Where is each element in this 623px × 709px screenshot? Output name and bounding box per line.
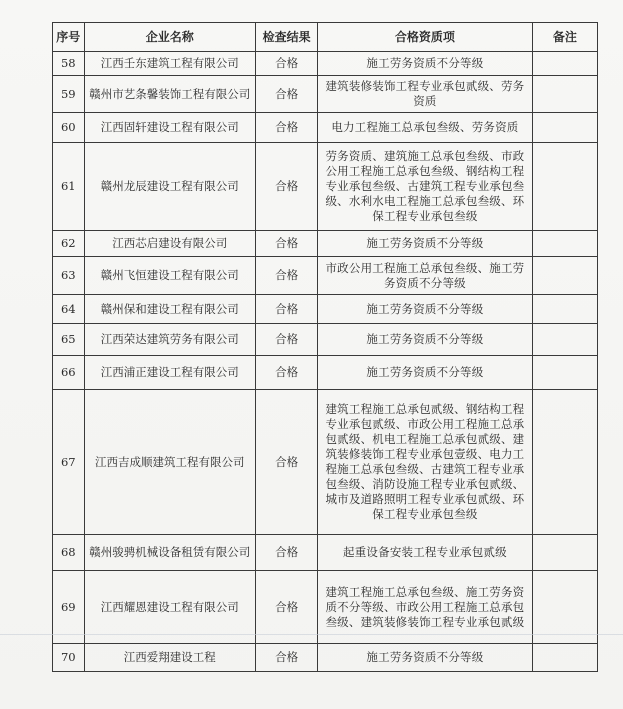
row-no: 59 [53, 76, 85, 113]
table-row [53, 231, 598, 257]
table-row [53, 535, 598, 571]
table-row [53, 571, 598, 644]
row-name: 江西浦正建设工程有限公司 [84, 356, 255, 390]
row-result: 合格 [256, 257, 318, 295]
table-row [53, 52, 598, 76]
qualification-table [52, 22, 598, 672]
row-qualification: 起重设备安装工程专业承包贰级 [318, 535, 533, 571]
row-note [532, 571, 597, 644]
row-note [532, 295, 597, 324]
row-name: 赣州骏骋机械设备租赁有限公司 [84, 535, 255, 571]
row-note [532, 257, 597, 295]
row-result: 合格 [256, 231, 318, 257]
row-note [532, 231, 597, 257]
row-no: 67 [53, 390, 85, 535]
row-qualification: 电力工程施工总承包叁级、劳务资质 [318, 113, 533, 143]
row-note [532, 356, 597, 390]
table-row [53, 143, 598, 231]
row-result: 合格 [256, 143, 318, 231]
row-note [532, 76, 597, 113]
row-no: 66 [53, 356, 85, 390]
row-no: 61 [53, 143, 85, 231]
row-note [532, 143, 597, 231]
table-row [53, 113, 598, 143]
row-qualification: 施工劳务资质不分等级 [318, 295, 533, 324]
row-result: 合格 [256, 52, 318, 76]
row-qualification: 施工劳务资质不分等级 [318, 231, 533, 257]
table-row [53, 390, 598, 535]
row-qualification: 施工劳务资质不分等级 [318, 324, 533, 356]
row-note [532, 535, 597, 571]
row-result: 合格 [256, 76, 318, 113]
row-name: 江西壬东建筑工程有限公司 [84, 52, 255, 76]
header-qualification: 合格资质项 [318, 23, 533, 52]
header-result: 检查结果 [256, 23, 318, 52]
row-no: 68 [53, 535, 85, 571]
row-name: 赣州飞恒建设工程有限公司 [84, 257, 255, 295]
row-note [532, 644, 597, 672]
header-no: 序号 [53, 23, 85, 52]
row-qualification: 市政公用工程施工总承包叁级、施工劳务资质不分等级 [318, 257, 533, 295]
row-no: 65 [53, 324, 85, 356]
row-result: 合格 [256, 324, 318, 356]
row-name: 江西固轩建设工程有限公司 [84, 113, 255, 143]
row-note [532, 324, 597, 356]
row-result: 合格 [256, 356, 318, 390]
row-no: 69 [53, 571, 85, 644]
row-no: 58 [53, 52, 85, 76]
row-no: 70 [53, 644, 85, 672]
row-qualification: 建筑装修装饰工程专业承包贰级、劳务资质 [318, 76, 533, 113]
row-name: 江西芯启建设有限公司 [84, 231, 255, 257]
table-row [53, 324, 598, 356]
table-row [53, 76, 598, 113]
row-name: 江西爱翔建设工程 [84, 644, 255, 672]
row-name: 赣州龙辰建设工程有限公司 [84, 143, 255, 231]
header-note: 备注 [532, 23, 597, 52]
row-result: 合格 [256, 535, 318, 571]
row-name: 江西耀恩建设工程有限公司 [84, 571, 255, 644]
table-header-row [53, 23, 598, 52]
scan-artifact-line [0, 634, 623, 635]
row-note [532, 390, 597, 535]
row-result: 合格 [256, 644, 318, 672]
row-qualification: 建筑工程施工总承包贰级、钢结构工程专业承包贰级、市政公用工程施工总承包贰级、机电工程施工总承包贰级、建筑装修装饰工程专业承包壹级、电力工程施工总承包叁级、古建筑工程专业承包叁级、消防设施工程专业承包贰级、城市及道路照明工程专业承包贰级、环保工程专业承包叁级 [318, 390, 533, 535]
row-name: 赣州市艺条馨装饰工程有限公司 [84, 76, 255, 113]
row-result: 合格 [256, 113, 318, 143]
row-qualification: 建筑工程施工总承包叁级、施工劳务资质不分等级、市政公用工程施工总承包叁级、建筑装修装饰工程专业承包贰级 [318, 571, 533, 644]
row-result: 合格 [256, 390, 318, 535]
row-note [532, 113, 597, 143]
row-no: 64 [53, 295, 85, 324]
row-result: 合格 [256, 571, 318, 644]
row-note [532, 52, 597, 76]
table-row [53, 644, 598, 672]
row-no: 63 [53, 257, 85, 295]
row-result: 合格 [256, 295, 318, 324]
row-qualification: 施工劳务资质不分等级 [318, 52, 533, 76]
table-row [53, 257, 598, 295]
table-row [53, 356, 598, 390]
table-row [53, 295, 598, 324]
row-no: 62 [53, 231, 85, 257]
row-qualification: 施工劳务资质不分等级 [318, 356, 533, 390]
row-qualification: 施工劳务资质不分等级 [318, 644, 533, 672]
row-name: 江西吉成顺建筑工程有限公司 [84, 390, 255, 535]
row-name: 江西荣达建筑劳务有限公司 [84, 324, 255, 356]
row-no: 60 [53, 113, 85, 143]
row-qualification: 劳务资质、建筑施工总承包叁级、市政公用工程施工总承包叁级、钢结构工程专业承包叁级、古建筑工程专业承包叁级、水利水电工程施工总承包叁级、环保工程专业承包叁级 [318, 143, 533, 231]
header-name: 企业名称 [84, 23, 255, 52]
row-name: 赣州保和建设工程有限公司 [84, 295, 255, 324]
